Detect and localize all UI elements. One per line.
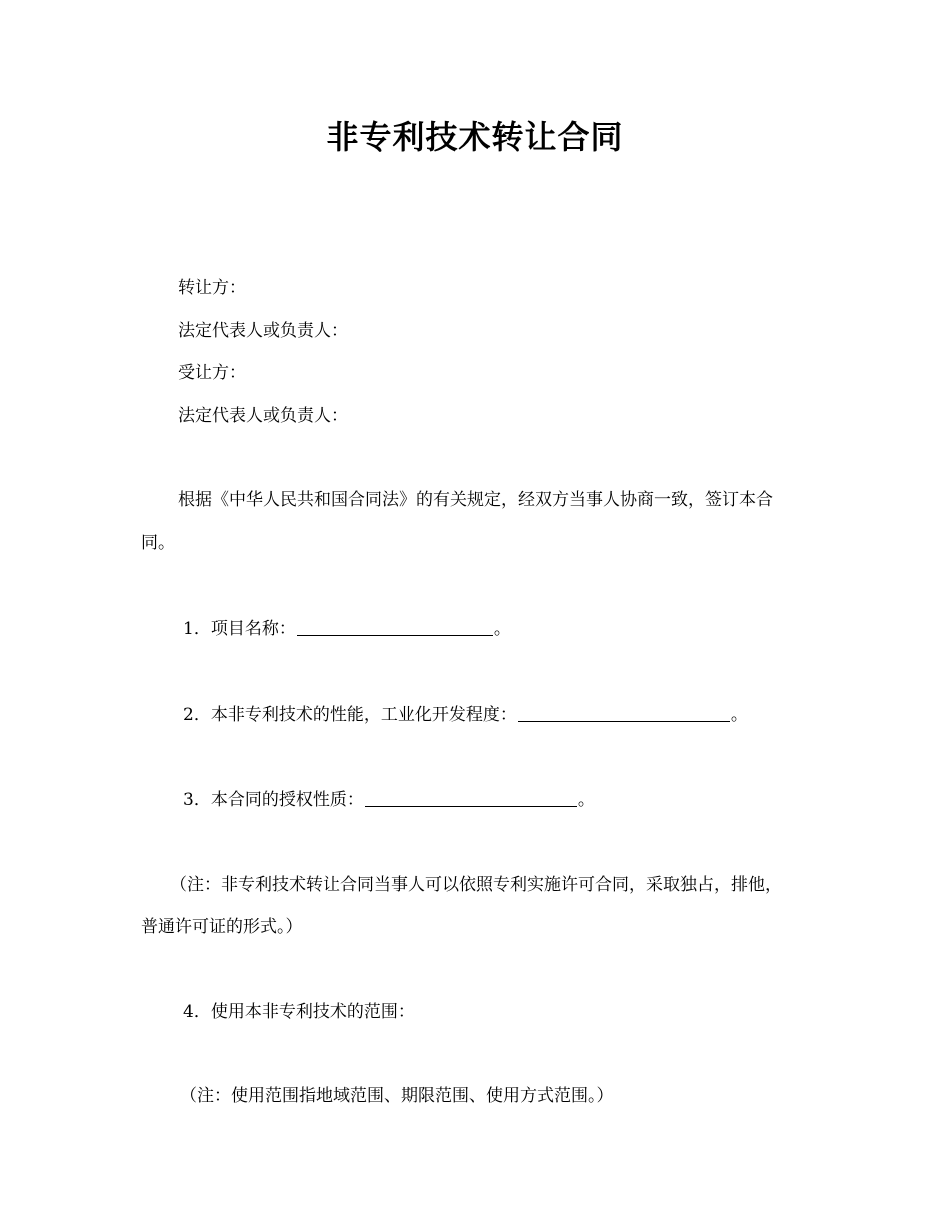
project-name-blank — [297, 617, 493, 636]
performance-blank — [518, 703, 730, 722]
item-authorization-label: 3．本合同的授权性质： — [183, 790, 364, 810]
item-performance-suffix: 。 — [730, 705, 748, 725]
transferor-label: 转让方： — [178, 278, 246, 298]
item-performance — [183, 703, 748, 727]
item-authorization-suffix: 。 — [577, 790, 595, 810]
note-1-line-1: （注：非专利技术转让合同当事人可以依照专利实施许可合同，采取独占，排他， — [170, 875, 782, 895]
note-1-line-2: 普通许可证的形式。） — [141, 917, 303, 937]
item-project-name-label: 1．项目名称： — [183, 619, 296, 639]
item-project-name — [183, 617, 511, 641]
document-title: 非专利技术转让合同 — [326, 118, 624, 156]
preamble-line-1: 根据《中华人民共和国合同法》的有关规定，经双方当事人协商一致，签订本合 — [178, 490, 773, 510]
item-project-name-suffix: 。 — [493, 619, 511, 639]
transferee-representative-label: 法定代表人或负责人： — [178, 406, 348, 426]
note-2: （注：使用范围指地域范围、期限范围、使用方式范围。） — [180, 1086, 614, 1106]
item-usage-scope: 4．使用本非专利技术的范围： — [183, 1002, 415, 1022]
transferee-label: 受让方： — [178, 363, 246, 383]
transferor-representative-label: 法定代表人或负责人： — [178, 321, 348, 341]
item-performance-label: 2．本非专利技术的性能，工业化开发程度： — [183, 705, 517, 725]
preamble-line-2: 同。 — [141, 533, 175, 553]
item-authorization — [183, 788, 595, 812]
authorization-blank — [365, 788, 577, 807]
